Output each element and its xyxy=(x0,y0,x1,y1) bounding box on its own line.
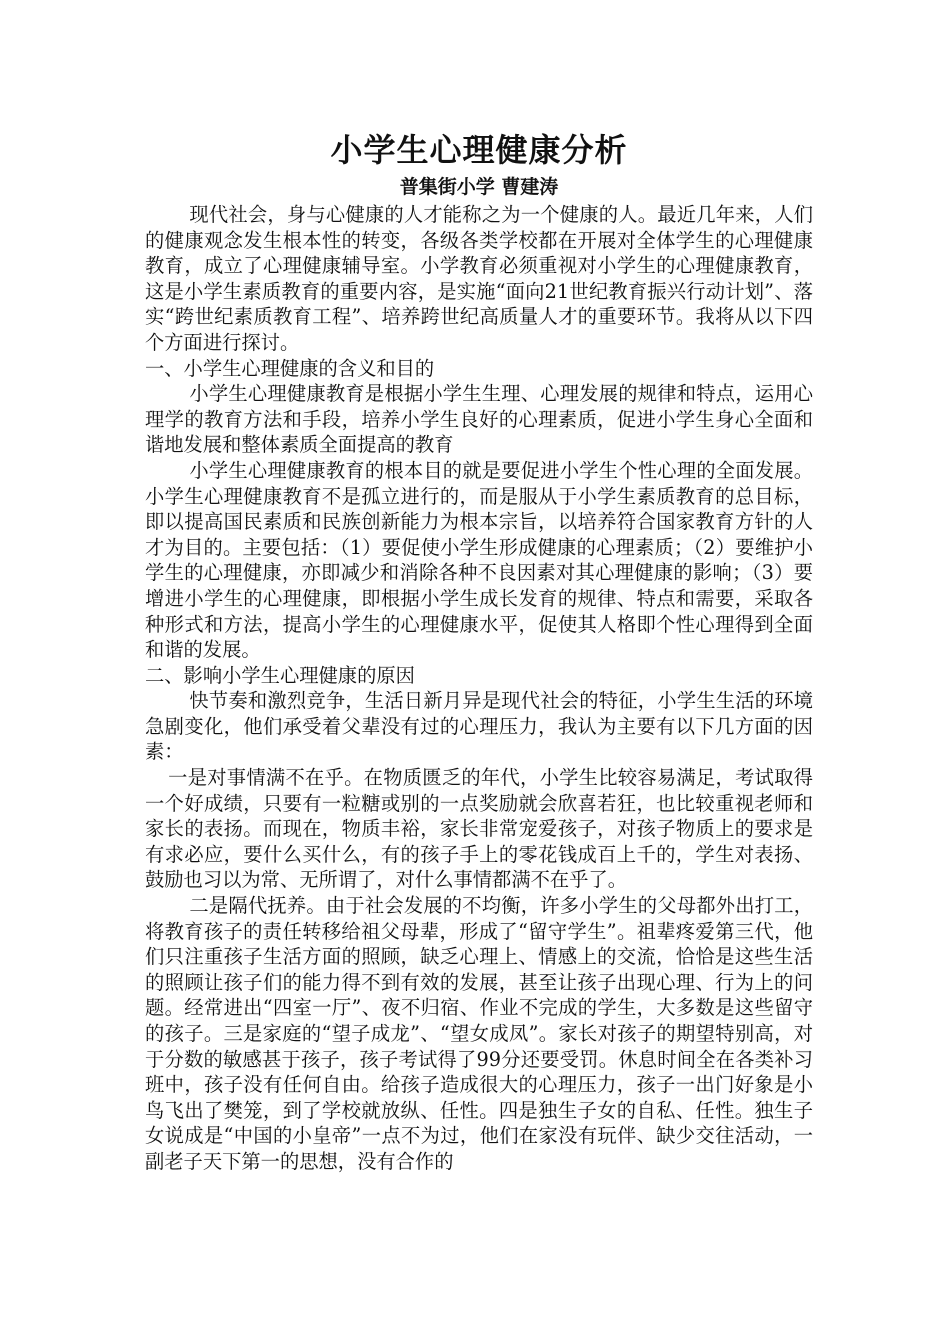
section-1-paragraph-2: 小学生心理健康教育的根本目的就是要促进小学生个性心理的全面发展。小学生心理健康教育不是孤立进行的，而是服从于小学生素质教育的总目标，即以提高国民素质和民族创新能力为根本宗旨，以培养符合国家教育方针的人才为目的。主要包括：（1）要促使小学生形成健康的心理素质；（2）要维护小学生的心理健康，亦即减少和消除各种不良因素对其心理健康的影响；（3）要增进小学生的心理健康，即根据小学生成长发育的规律、特点和需要，采取各种形式和方法，提高小学生的心理健康水平，促使其人格即个性心理得到全面和谐的发展。 xyxy=(145,458,813,662)
section-2-paragraph-2: 一是对事情满不在乎。在物质匮乏的年代，小学生比较容易满足，考试取得一个好成绩，只要有一粒糖或别的一点奖励就会欣喜若狂，也比较重视老师和家长的表扬。而现在，物质丰裕，家长非常宠爱孩子，对孩子物质上的要求是有求必应，要什么买什么，有的孩子手上的零花钱成百上千的，学生对表扬、鼓励也习以为常、无所谓了，对什么事情都满不在乎了。 xyxy=(145,766,813,892)
section-1-paragraph-1: 小学生心理健康教育是根据小学生生理、心理发展的规律和特点，运用心理学的教育方法和手段，培养小学生良好的心理素质，促进小学生身心全面和谐地发展和整体素质全面提高的教育 xyxy=(145,382,813,457)
section-heading-1: 一、小学生心理健康的含义和目的 xyxy=(145,356,435,380)
intro-paragraph: 现代社会，身与心健康的人才能称之为一个健康的人。最近几年来，人们的健康观念发生根本性的转变，各级各类学校都在开展对全体学生的心理健康教育，成立了心理健康辅导室。小学教育必须重视对小学生的心理健康教育，这是小学生素质教育的重要内容，是实施“面向21世纪教育振兴行动计划”、落实“跨世纪素质教育工程”、培养跨世纪高质量人才的重要环节。我将从以下四个方面进行探讨。 xyxy=(145,203,813,354)
document-body xyxy=(145,128,813,1175)
section-heading-2: 二、影响小学生心理健康的原因 xyxy=(145,663,415,687)
section-2-paragraph-3: 二是隔代抚养。由于社会发展的不均衡，许多小学生的父母都外出打工，将教育孩子的责任转移给祖父母辈，形成了“留守学生”。祖辈疼爱第三代，他们只注重孩子生活方面的照顾，缺乏心理上、情感上的交流，恰恰是这些生活的照顾让孩子们的能力得不到有效的发展，甚至让孩子出现心理、行为上的问题。经常进出“四室一厅”、夜不归宿、作业不完成的学生，大多数是这些留守的孩子。三是家庭的“望子成龙”、“望女成凤”。家长对孩子的期望特别高，对于分数的敏感甚于孩子，孩子考试得了99分还要受罚。休息时间全在各类补习班中，孩子没有任何自由。给孩子造成很大的心理压力，孩子一出门好象是小鸟飞出了樊笼，到了学校就放纵、任性。四是独生子女的自私、任性。独生子女说成是“中国的小皇帝”一点不为过，他们在家没有玩伴、缺少交往活动，一副老子天下第一的思想，没有合作的 xyxy=(145,894,813,1173)
document-title: 小学生心理健康分析 xyxy=(330,131,628,169)
section-2-paragraph-1: 快节奏和激烈竞争，生活日新月异是现代社会的特征，小学生生活的环境急剧变化，他们承受着父辈没有过的心理压力，我认为主要有以下几方面的因素： xyxy=(145,689,813,764)
author-line: 普集街小学 曹建涛 xyxy=(399,176,559,198)
